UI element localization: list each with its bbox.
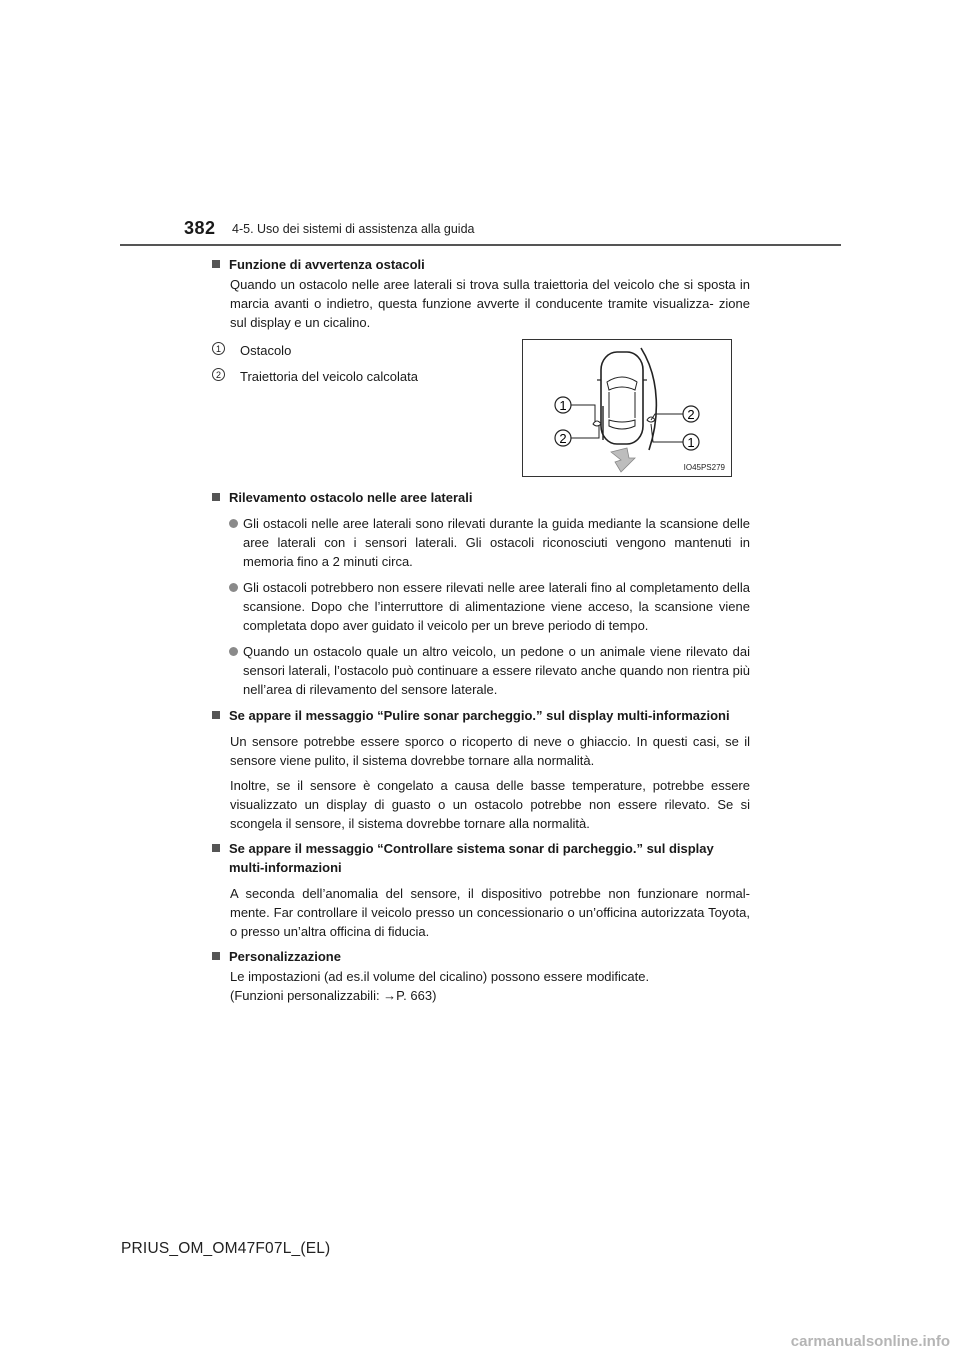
heading-clean-sonar-message: Se appare il messaggio “Pulire sonar parcheggio.” sul display multi-informazioni [212,706,750,725]
svg-text:2: 2 [687,407,695,422]
reverse-arrow-icon [611,448,635,472]
square-bullet-icon [212,260,220,268]
square-bullet-icon [212,711,220,719]
vehicle-diagram-graphic [523,340,733,478]
round-bullet-icon [229,583,238,592]
heading-check-sonar-message: Se appare il messaggio “Controllare sistema sonar di parcheggio.” sul display multi-informazioni [212,839,750,877]
svg-text:2: 2 [559,431,567,446]
figure-code: IO45PS279 [683,463,725,472]
legend-label: Traiettoria del veicolo calcolata [240,369,418,384]
callout-2-right [683,406,699,422]
header-divider [120,244,841,246]
round-bullet-icon [229,519,238,528]
heading-obstacle-warning: Funzione di avvertenza ostacoli [212,255,750,274]
callout-number: 1 [212,342,225,355]
paragraph: Un sensore potrebbe essere sporco o ricoperto di neve o ghiaccio. In questi casi, se il sensore viene pulito, il sistema dovrebbe tornare alla normalità. [230,734,750,768]
square-bullet-icon [212,493,220,501]
callout-number: 2 [212,368,225,381]
paragraph: Quando un ostacolo nelle aree laterali si trova sulla traiettoria del veicolo che si sposta in marcia avanti o indietro, questa funzione avverte il conducente tramite visualizza- zione sul display e un cicalino. [230,277,750,330]
heading-customization: Personalizzazione [212,947,750,966]
round-bullet-icon [229,647,238,656]
leader-line [651,424,683,442]
paragraph: A seconda dell’anomalia del sensore, il dispositivo potrebbe non funzionare normal- mente. Far controllare il veicolo presso un concessionario o un’officina autorizzata Toyota, o presso un’altra officina di fiducia. [230,886,750,939]
watermark: carmanualsonline.info [790,1333,950,1350]
square-bullet-icon [212,844,220,852]
leader-line [570,426,599,438]
page-number: 382 [184,218,216,238]
sensor-left-icon [593,421,601,426]
callout-1-left [555,397,571,413]
legend-label: Ostacolo [240,343,292,358]
document-code: PRIUS_OM_OM47F07L_(EL) [121,1240,331,1257]
callout-1-right [683,434,699,450]
svg-text:1: 1 [559,398,567,413]
list-item: Gli ostacoli potrebbero non essere rilevati nelle aree laterali fino al completamento della scansione. Dopo che l’interruttore di alimentazione viene acceso, la scansione viene completata dopo aver guidato il veicolo per un breve periodo di tempo. [212,578,750,635]
paragraph: Le impostazioni (ad es.il volume del cicalino) possono essere modificate. [230,969,650,984]
svg-text:1: 1 [687,435,695,450]
car-icon [597,352,647,444]
section-title: 4-5. Uso dei sistemi di assistenza alla guida [232,222,475,236]
list-item: Quando un ostacolo quale un altro veicolo, un pedone o un animale viene rilevato dai sensori laterali, l’ostacolo può continuare a essere rilevato anche quando non rientra più nell’area di rilevamento del sensore laterale. [212,642,750,699]
callout-2-left [555,430,571,446]
heading-side-detection: Rilevamento ostacolo nelle aree laterali [212,488,750,507]
square-bullet-icon [212,952,220,960]
list-item: Gli ostacoli nelle aree laterali sono rilevati durante la guida mediante la scansione delle aree laterali con i sensori laterali. Gli ostacoli riconosciuti vengono mantenuti in memoria fino a 2 minuti circa. [212,514,750,571]
paragraph: Inoltre, se il sensore è congelato a causa delle basse temperature, potrebbe essere visualizzato un display di guasto o un ostacolo potrebbe non essere rilevato. Se si scongela il sensore, il sistema dovrebbe tornare alla normalità. [230,778,750,831]
leader-line [570,405,595,422]
cross-reference[interactable]: (Funzioni personalizzabili: →P. 663) [230,988,437,1003]
vehicle-diagram [522,339,732,477]
